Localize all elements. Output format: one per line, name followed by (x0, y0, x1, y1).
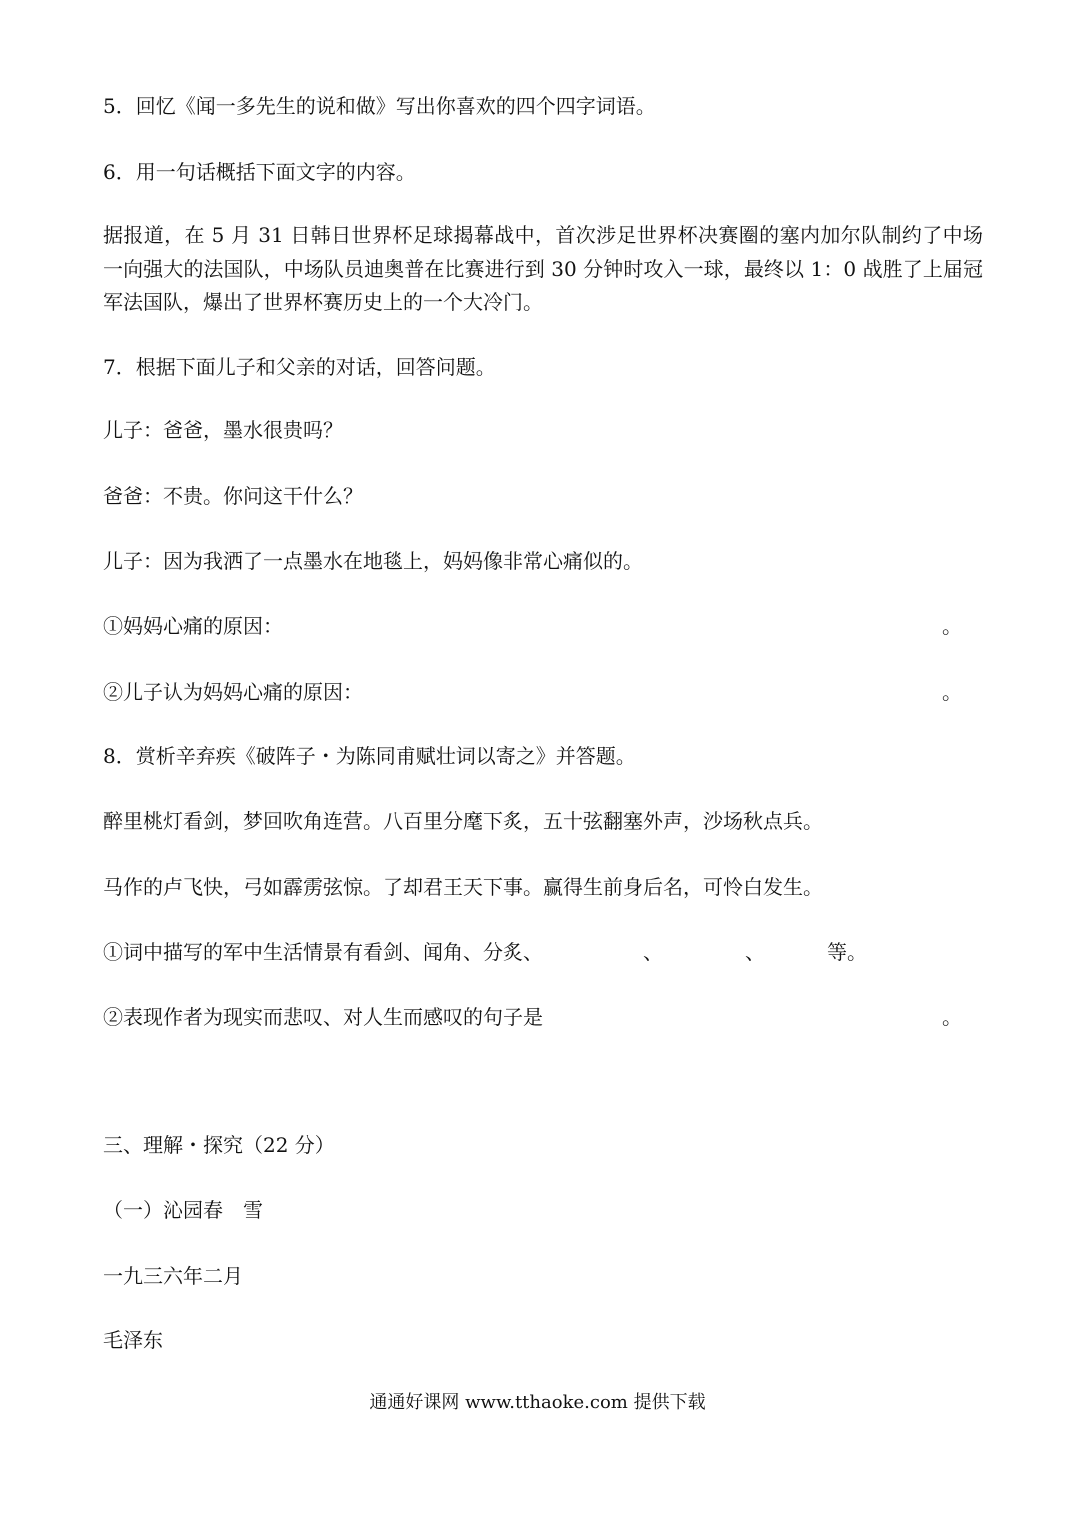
poem-date: 一九三六年二月 (103, 1264, 243, 1288)
question-8-sub-1 (103, 940, 867, 964)
section-3-heading: 三、理解・探究（22 分） (103, 1133, 335, 1157)
question-6: 6．用一句话概括下面文字的内容。 (103, 160, 416, 184)
question-7-sub-2: ②儿子认为妈妈心痛的原因： (103, 680, 363, 704)
question-7: 7．根据下面儿子和父亲的对话，回答问题。 (103, 355, 496, 379)
question-8-sub-1-end: 等。 (827, 940, 867, 964)
dialog-father: 爸爸：不贵。你问这干什么？ (103, 484, 363, 508)
separator: 、 (745, 940, 765, 964)
question-8: 8．赏析辛弃疾《破阵子・为陈同甫赋壮词以寄之》并答题。 (103, 744, 636, 768)
dialog-son-1: 儿子：爸爸，墨水很贵吗？ (103, 418, 343, 442)
poem-line-2: 马作的卢飞快，弓如霹雳弦惊。了却君王天下事。赢得生前身后名，可怜白发生。 (103, 875, 823, 899)
separator: 、 (643, 940, 663, 964)
dialog-son-2: 儿子：因为我洒了一点墨水在地毯上，妈妈像非常心痛似的。 (103, 549, 643, 573)
question-6-passage: 据报道，在 5 月 31 日韩日世界杯足球揭幕战中，首次涉足世界杯决赛圈的塞内加尔队制约了中场一向强大的法国队，中场队员迪奥普在比赛进行到 30 分钟时攻入一球，最终以 1：0 战胜了上届冠军法国队，爆出了世界杯赛历史上的一个大冷门。 (103, 223, 983, 314)
question-8-sub-2: ②表现作者为现实而悲叹、对人生而感叹的句子是 (103, 1005, 543, 1029)
answer-blank-end-mark: 。 (942, 614, 962, 638)
answer-blank-end-mark: 。 (942, 1005, 962, 1029)
poem-author: 毛泽东 (103, 1328, 163, 1352)
question-7-sub-1: ①妈妈心痛的原因： (103, 614, 283, 638)
question-8-sub-1-text: ①词中描写的军中生活情景有看剑、闻角、分炙、 (103, 940, 543, 964)
answer-blank-end-mark: 。 (942, 680, 962, 704)
poem-title: （一）沁园春 雪 (103, 1198, 263, 1222)
poem-line-1: 醉里桃灯看剑，梦回吹角连营。八百里分麾下炙，五十弦翻塞外声，沙场秋点兵。 (103, 809, 823, 833)
question-5: 5．回忆《闻一多先生的说和做》写出你喜欢的四个四字词语。 (103, 94, 656, 118)
page-footer: 通通好课网 www.tthaoke.com 提供下载 (369, 1392, 706, 1413)
